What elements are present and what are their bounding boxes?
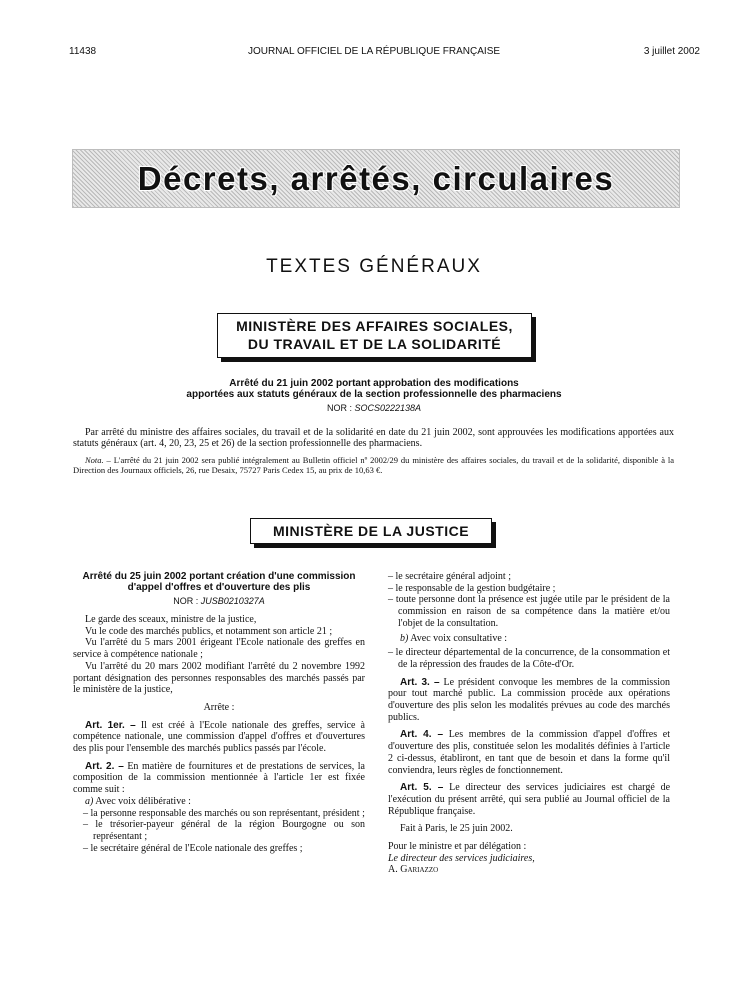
decree-2-title-line-1: Arrêté du 25 juin 2002 portant création d'une commission bbox=[82, 571, 356, 582]
article-4-text: Les membres de la commission d'appel d'offres et d'ouverture des plis, constituée selon les modalités définies à l'article 2 ci-dessus, établiront, en tant que de besoin et dans la forme qu'il conviendra, leurs règles de fonctionnement. bbox=[388, 729, 671, 776]
list-item: – le responsable de la gestion budgétaire ; bbox=[388, 582, 556, 594]
nor-code: JUSB0210327A bbox=[200, 596, 265, 606]
decree-1-title bbox=[0, 378, 748, 400]
decree-1-title-line-1: Arrêté du 21 juin 2002 portant approbation des modifications bbox=[229, 378, 519, 389]
note-text: L'arrêté du 21 juin 2002 sera publié intégralement au Bulletin officiel nº 2002/29 du ministère des affaires sociales, du travail et de la solidarité, disponible à la Direction des Journaux officiels, 26, rue Desaix, 75727 Paris Cedex 15, au prix de 10,63 €. bbox=[73, 455, 675, 475]
note-label: Nota. – bbox=[85, 455, 111, 465]
item-b-text: Avec voix consultative : bbox=[410, 632, 508, 644]
section-banner bbox=[72, 149, 680, 208]
article-1 bbox=[73, 720, 365, 755]
visa-code-marches: Vu le code des marchés publics, et notamment son article 21 ; bbox=[85, 625, 333, 637]
article-1-label: Art. 1er. – bbox=[85, 719, 136, 731]
list-item: – le directeur départemental de la concurrence, de la consommation et de la répression des fraudes de la Côte-d'Or. bbox=[388, 647, 670, 670]
item-a-text: Avec voix délibérative : bbox=[95, 795, 191, 807]
decree-2-left-column bbox=[73, 614, 365, 854]
item-a bbox=[73, 796, 365, 808]
signature-delegation: Pour le ministre et par délégation : bbox=[388, 841, 527, 853]
list-item: – toute personne dont la présence est jugée utile par le président de la commission en raison de sa compétence dans la matière et/ou l'objet de la consultation. bbox=[388, 594, 670, 629]
item-b bbox=[388, 633, 670, 645]
decree-2-right-column bbox=[388, 571, 670, 876]
article-3 bbox=[388, 677, 670, 724]
article-2-text: En matière de fournitures et de prestations de services, la composition de la commission mentionnée à l'article 1er est fixée comme suit : bbox=[73, 760, 365, 796]
decree-2-nor bbox=[73, 596, 365, 606]
section-title: TEXTES GÉNÉRAUX bbox=[266, 256, 482, 277]
article-2 bbox=[73, 761, 365, 796]
journal-title: JOURNAL OFFICIEL DE LA RÉPUBLIQUE FRANÇAISE bbox=[247, 46, 501, 57]
list-item: – le trésorier-payeur général de la région Bourgogne ou son représentant ; bbox=[83, 819, 365, 842]
visa-arrete-2002: Vu l'arrêté du 20 mars 2002 modifiant l'arrêté du 2 novembre 1992 portant désignation des personnes responsables des marchés passés par le ministère de la justice, bbox=[73, 660, 365, 696]
article-1-text: Il est créé à l'Ecole nationale des greffes, service à compétence nationale, une commission d'appel d'offres et d'ouvertures des plis pour l'ensemble des marchés publics passés par l'école. bbox=[73, 719, 365, 755]
arrete-word: Arrête : bbox=[203, 701, 235, 713]
signature-place-date: Fait à Paris, le 25 juin 2002. bbox=[400, 823, 513, 835]
nor-code: SOCS0222138A bbox=[354, 403, 422, 413]
article-4-label: Art. 4. – bbox=[400, 729, 444, 741]
list-item: – le secrétaire général de l'Ecole nationale des greffes ; bbox=[83, 842, 303, 854]
ministry-box-social-affairs bbox=[217, 313, 532, 358]
nor-label: NOR : bbox=[173, 596, 199, 606]
decree-1-nor bbox=[0, 403, 748, 413]
issue-date: 3 juillet 2002 bbox=[643, 46, 700, 57]
article-3-label: Art. 3. – bbox=[400, 676, 440, 688]
page-number: 11438 bbox=[69, 46, 97, 57]
article-5-text: Le directeur des services judiciaires est chargé de l'exécution du présent arrêté, qui sera publié au Journal officiel de la République française. bbox=[388, 782, 671, 817]
item-b-label: b) bbox=[400, 632, 409, 644]
article-4 bbox=[388, 729, 670, 776]
ministry-line-2: DU TRAVAIL ET DE LA SOLIDARITÉ bbox=[247, 336, 502, 352]
preamble-minister: Le garde des sceaux, ministre de la justice, bbox=[85, 614, 257, 625]
item-a-label: a) bbox=[85, 795, 94, 807]
list-item: – le secrétaire général adjoint ; bbox=[388, 571, 511, 582]
ministry-box-justice: MINISTÈRE DE LA JUSTICE bbox=[250, 518, 492, 544]
article-3-text: Le président convoque les membres de la commission pour tout marché public. La commission procède aux opérations d'ouverture des plis selon les modalités prévues au code des marchés publics. bbox=[388, 676, 670, 723]
signatory-name: A. Gariazzo bbox=[388, 864, 439, 876]
decree-1-body: Par arrêté du ministre des affaires sociales, du travail et de la solidarité en date du 21 juin 2002, sont approuvées les modifications apportées aux statuts généraux (art. 4, 20, 23, 25 et 26) de la section professionnelle des pharmaciens. bbox=[73, 427, 674, 449]
signature-title: Le directeur des services judiciaires, bbox=[388, 852, 535, 864]
article-5 bbox=[388, 782, 670, 817]
decree-2-title-line-2: d'appel d'offres et d'ouverture des plis bbox=[127, 582, 311, 593]
article-2-label: Art. 2. – bbox=[85, 760, 124, 772]
banner-title: Décrets, arrêtés, circulaires bbox=[137, 160, 615, 197]
ministry-line-1: MINISTÈRE DES AFFAIRES SOCIALES, bbox=[236, 318, 513, 334]
visa-arrete-2001: Vu l'arrêté du 5 mars 2001 érigeant l'Ecole nationale des greffes en service à compétence nationale ; bbox=[73, 637, 365, 661]
decree-2-title bbox=[73, 571, 365, 593]
decree-1-note bbox=[73, 455, 674, 475]
nor-label: NOR : bbox=[326, 403, 352, 413]
decree-1-title-line-2: apportées aux statuts généraux de la section professionnelle des pharmaciens bbox=[186, 389, 562, 400]
list-item: – la personne responsable des marchés ou son représentant, président ; bbox=[83, 807, 365, 819]
article-5-label: Art. 5. – bbox=[400, 782, 444, 794]
